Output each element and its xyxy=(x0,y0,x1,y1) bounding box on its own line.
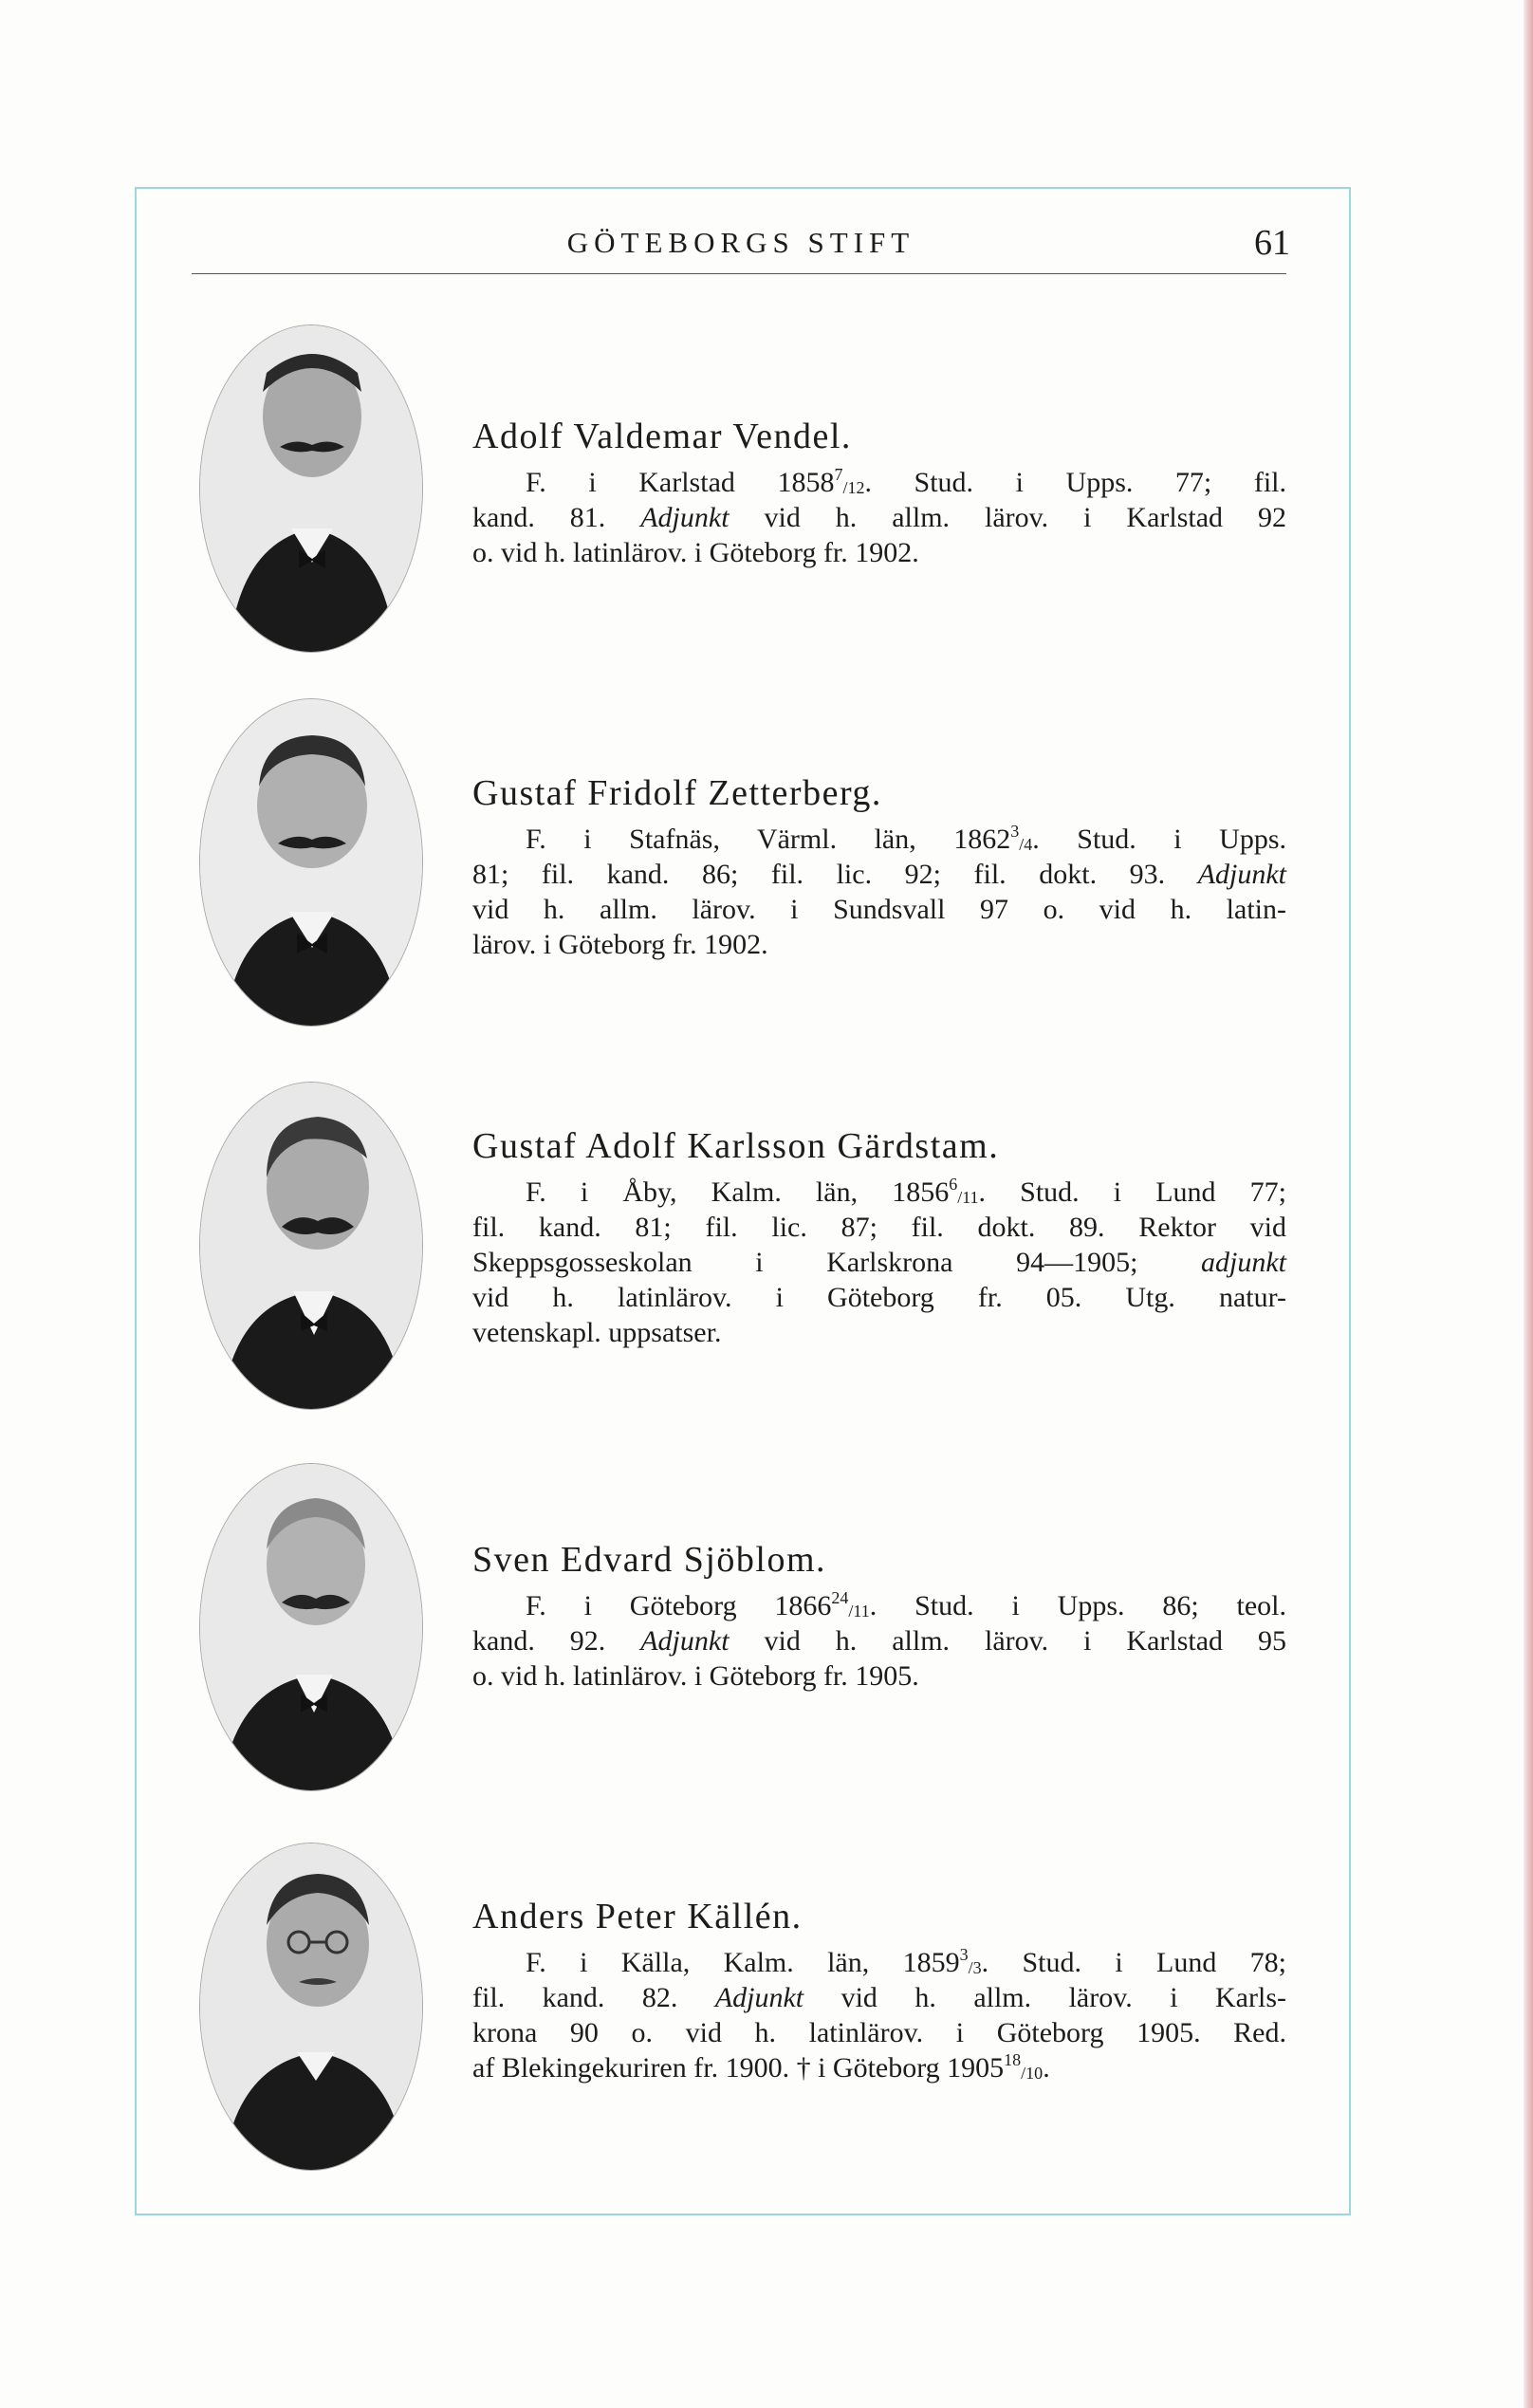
bio-line: 81; fil. kand. 86; fil. lic. 92; fil. dokt. 93. Adjunkt xyxy=(472,859,1286,890)
entry-bio xyxy=(472,1123,1288,1350)
person-name: Anders Peter Källén. xyxy=(472,1897,803,1936)
entry-bio xyxy=(472,770,1288,962)
person-name: Adolf Valdemar Vendel. xyxy=(472,417,852,456)
bio-line: vetenskapl. uppsatser. xyxy=(472,1317,722,1348)
portrait-photo-icon xyxy=(199,324,423,653)
bio-line: F. i Åby, Kalm. län, $1856^6_{/11}$. Stud. i Lund 77; xyxy=(526,1175,1287,1208)
bio-line: kand. 81. Adjunkt vid h. allm. lärov. i Karlstad 92 xyxy=(472,502,1286,533)
person-name: Sven Edvard Sjöblom. xyxy=(472,1540,827,1580)
bio-line: F. i Stafnäs, Värml. län, $1862^3_{/4}$. Stud. i Upps. xyxy=(526,822,1286,855)
bio-line: Skeppsgosseskolan i Karlskrona 94—1905; adjunkt xyxy=(472,1247,1286,1278)
page-header xyxy=(192,222,1290,275)
entry-bio xyxy=(472,414,1288,570)
header-rule xyxy=(192,273,1286,274)
bio-line: kand. 92. Adjunkt vid h. allm. lärov. i Karlstad 95 xyxy=(472,1625,1286,1657)
entry-bio xyxy=(472,1537,1288,1694)
bio-line: af Blekingekuriren fr. 1900. † i Göteborg $1905^{18}_{/10}$. xyxy=(472,2050,1050,2084)
portrait-photo-icon xyxy=(199,1843,423,2171)
bio-line: F. i Källa, Kalm. län, $1859^3_{/3}$. Stud. i Lund 78; xyxy=(526,1945,1287,1978)
portrait-photo-icon xyxy=(199,698,423,1027)
bio-line: o. vid h. latinlärov. i Göteborg fr. 1905. xyxy=(472,1660,919,1692)
portrait-photo-icon xyxy=(199,1463,423,1791)
person-name: Gustaf Adolf Karlsson Gärdstam. xyxy=(472,1126,1000,1166)
bio-line: lärov. i Göteborg fr. 1902. xyxy=(472,929,768,960)
person-name: Gustaf Fridolf Zetterberg. xyxy=(472,773,882,813)
running-title: GÖTEBORGS STIFT xyxy=(566,226,915,259)
bio-line: fil. kand. 82. Adjunkt vid h. allm. lärov. i Karls- xyxy=(472,1982,1286,2013)
page-edge xyxy=(1524,0,1533,2408)
bio-line: F. i Karlstad $1858^7_{/12}$. Stud. i Upps. 77; fil. xyxy=(526,465,1286,498)
page-number: 61 xyxy=(1254,223,1290,263)
bio-line: fil. kand. 81; fil. lic. 87; fil. dokt. 89. Rektor vid xyxy=(472,1212,1286,1243)
entry-bio xyxy=(472,1894,1288,2085)
bio-line: vid h. allm. lärov. i Sundsvall 97 o. vid h. latin- xyxy=(472,894,1286,925)
portrait-photo-icon xyxy=(199,1082,423,1410)
bio-line: vid h. latinlärov. i Göteborg fr. 05. Utg. natur- xyxy=(472,1282,1286,1313)
bio-line: o. vid h. latinlärov. i Göteborg fr. 1902. xyxy=(472,537,919,568)
bio-line: krona 90 o. vid h. latinlärov. i Göteborg 1905. Red. xyxy=(472,2017,1286,2048)
bio-line: F. i Göteborg $1866^{24}_{/11}$. Stud. i Upps. 86; teol. xyxy=(526,1588,1286,1621)
